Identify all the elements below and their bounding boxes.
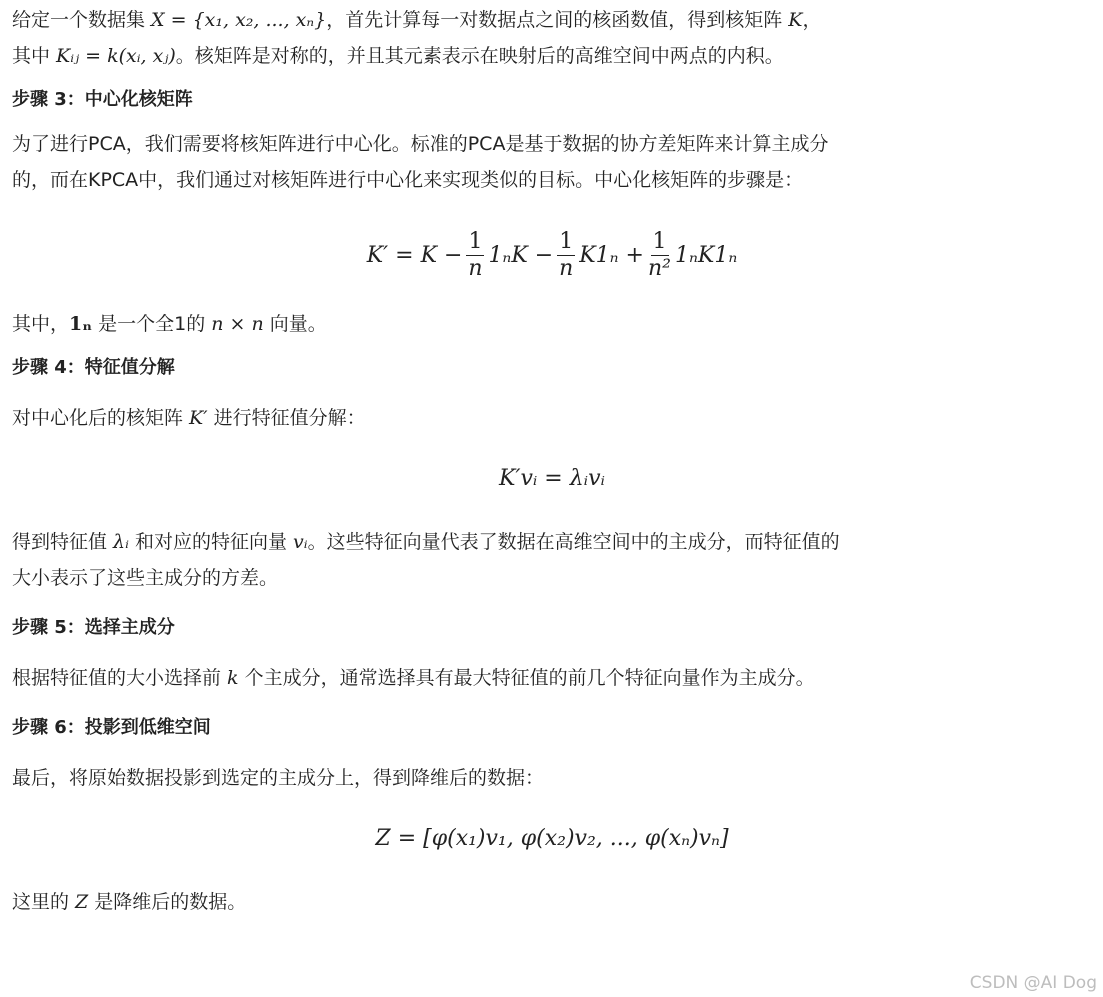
step4-heading: 步骤 4：特征值分解 (12, 357, 175, 378)
paragraph-kernel-matrix-2: 其中 Kᵢⱼ = k(xᵢ, xⱼ)。核矩阵是对称的，并且其元素表示在映射后的高维空间中两点的内积。 (12, 45, 784, 67)
step3-paragraph-2: 的，而在KPCA中，我们通过对核矩阵进行中心化来实现类似的目标。中心化核矩阵的步骤是： (12, 169, 804, 191)
final-paragraph: 这里的 Z 是降维后的数据。 (12, 891, 247, 913)
step6-heading: 步骤 6：投影到低维空间 (12, 717, 211, 738)
equation-centering: K′ = K − $\frac{1}{n}$ 1ₙK − $\frac{1}{n}$ K1ₙ + $\frac{1}{\text{n²}}$ 1ₙK1ₙ (366, 228, 738, 281)
math-v: vᵢ (293, 531, 308, 553)
math-kij: Kᵢⱼ = k(xᵢ, xⱼ) (56, 45, 176, 67)
step6-paragraph: 最后，将原始数据投影到选定的主成分上，得到降维后的数据： (12, 767, 545, 789)
equation-eigen: K′vᵢ = λᵢvᵢ (499, 466, 605, 491)
math-dataset: X = {x₁, x₂, ..., xₙ} (151, 9, 327, 31)
step4-paragraph: 对中心化后的核矩阵 K′ 进行特征值分解： (12, 407, 366, 429)
math-ones-n: 1ₙ (69, 313, 93, 335)
csdn-watermark: CSDN @AI Dog (969, 973, 1097, 993)
step4-result-1: 得到特征值 λᵢ 和对应的特征向量 vᵢ。这些特征向量代表了数据在高维空间中的主成分，而特征值的 (12, 531, 840, 553)
step3-heading: 步骤 3：中心化核矩阵 (12, 89, 193, 110)
math-n-by-n: n × n (211, 313, 264, 335)
step5-paragraph: 根据特征值的大小选择前 k 个主成分，通常选择具有最大特征值的前几个特征向量作为主成分。 (12, 667, 815, 689)
article-body (12, 0, 1092, 920)
math-K: K (788, 9, 803, 31)
step3-paragraph-1: 为了进行PCA，我们需要将核矩阵进行中心化。标准的PCA是基于数据的协方差矩阵来计算主成分 (12, 133, 829, 155)
note-ones-vector: 其中，1ₙ 是一个全1的 n × n 向量。 (12, 313, 327, 335)
step5-heading: 步骤 5：选择主成分 (12, 617, 175, 638)
math-k: k (227, 667, 239, 689)
math-lambda: λᵢ (113, 531, 129, 553)
math-Z: Z (75, 891, 89, 913)
step4-result-2: 大小表示了这些主成分的方差。 (12, 567, 279, 589)
equation-projection: Z = [φ(x₁)v₁, φ(x₂)v₂, ..., φ(xₙ)vₙ] (375, 826, 729, 851)
paragraph-kernel-matrix-1: 给定一个数据集 X = {x₁, x₂, ..., xₙ}，首先计算每一对数据点之间的核函数值，得到核矩阵 K， (12, 9, 822, 31)
math-K-prime: K′ (189, 407, 208, 429)
